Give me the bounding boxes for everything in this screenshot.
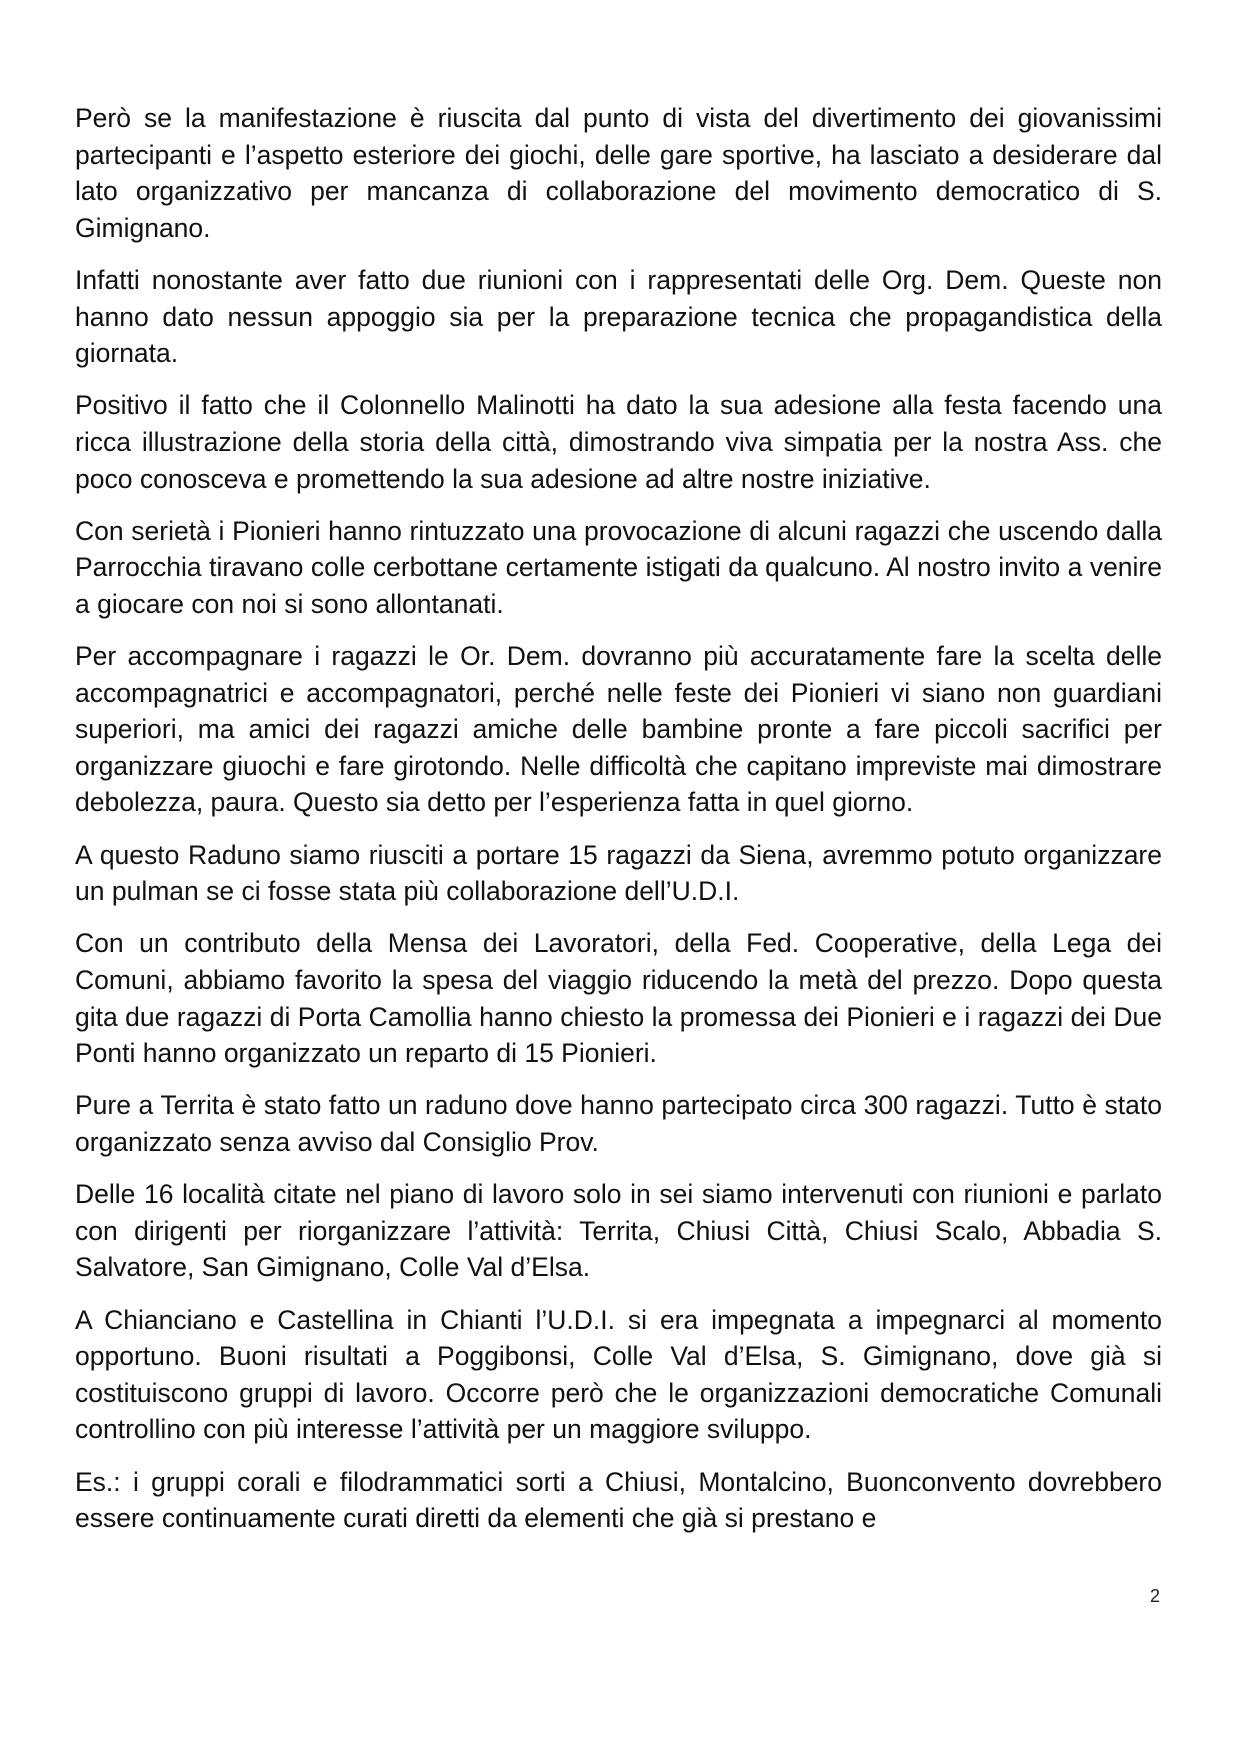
paragraph: Infatti nonostante aver fatto due riunioni con i rappresentati delle Org. Dem. Queste non hanno dato nessun appoggio sia per la preparazione tecnica che propagandistica della giornata. xyxy=(75,264,1162,369)
paragraph: Es.: i gruppi corali e filodrammatici sorti a Chiusi, Montalcino, Buonconvento dovrebbero essere continuamente curati diretti da elementi che già si prestano e xyxy=(75,1466,1162,1534)
paragraph: Con un contributo della Mensa dei Lavoratori, della Fed. Cooperative, della Lega dei Comuni, abbiamo favorito la spesa del viaggio riducendo la metà del prezzo. Dopo questa gita due ragazzi di Porta Camollia hanno chiesto la promessa dei Pionieri e i ragazzi dei Due Ponti hanno organizzato un reparto di 15 Pionieri. xyxy=(75,928,1162,1069)
paragraph: A Chianciano e Castellina in Chianti l’U.D.I. si era impegnata a impegnarci al momento opportuno. Buoni risultati a Poggibonsi, Colle Val d’Elsa, S. Gimignano, dove già si costituiscono gruppi di lavoro. Occorre però che le organizzazioni democratiche Comunali controllino con più interesse l’attività per un maggiore sviluppo. xyxy=(75,1304,1162,1445)
paragraph: Pure a Territa è stato fatto un raduno dove hanno partecipato circa 300 ragazzi. Tutto è stato organizzato senza avviso dal Consiglio Prov. xyxy=(75,1090,1162,1157)
page-number: 2 xyxy=(1149,1586,1160,1606)
document-body xyxy=(75,100,1162,1552)
paragraph: Positivo il fatto che il Colonnello Malinotti ha dato la sua adesione alla festa facendo una ricca illustrazione della storia della città, dimostrando viva simpatia per la nostra Ass. che poco conosceva e promettendo la sua adesione ad altre nostre iniziative. xyxy=(75,390,1162,494)
paragraph: Delle 16 località citate nel piano di lavoro solo in sei siamo intervenuti con riunioni e parlato con dirigenti per riorganizzare l’attività: Territa, Chiusi Città, Chiusi Scalo, Abbadia S. Salvatore, San Gimignano, Colle Val d’Elsa. xyxy=(75,1179,1162,1283)
paragraph: Però se la manifestazione è riuscita dal punto di vista del divertimento dei giovanissimi partecipanti e l’aspetto esteriore dei giochi, delle gare sportive, ha lasciato a desiderare dal lato organizzativo per mancanza di collaborazione del movimento democratico di S. Gimignano. xyxy=(75,103,1162,243)
paragraph: Con serietà i Pionieri hanno rintuzzato una provocazione di alcuni ragazzi che uscendo dalla Parrocchia tiravano colle cerbottane certamente istigati da qualcuno. Al nostro invito a venire a giocare con noi si sono allontanati. xyxy=(75,515,1162,619)
paragraph: Per accompagnare i ragazzi le Or. Dem. dovranno più accuratamente fare la scelta delle accompagnatrici e accompagnatori, perché nelle feste dei Pionieri vi siano non guardiani superiori, ma amici dei ragazzi amiche delle bambine pronte a fare piccoli sacrifici per organizzare giuochi e fare girotondo. Nelle difficoltà che capitano impreviste mai dimostrare debolezza, paura. Questo sia detto per l’esperienza fatta in quel giorno. xyxy=(75,641,1162,818)
paragraph: A questo Raduno siamo riusciti a portare 15 ragazzi da Siena, avremmo potuto organizzare un pulman se ci fosse stata più collaborazione dell’U.D.I. xyxy=(75,839,1162,907)
